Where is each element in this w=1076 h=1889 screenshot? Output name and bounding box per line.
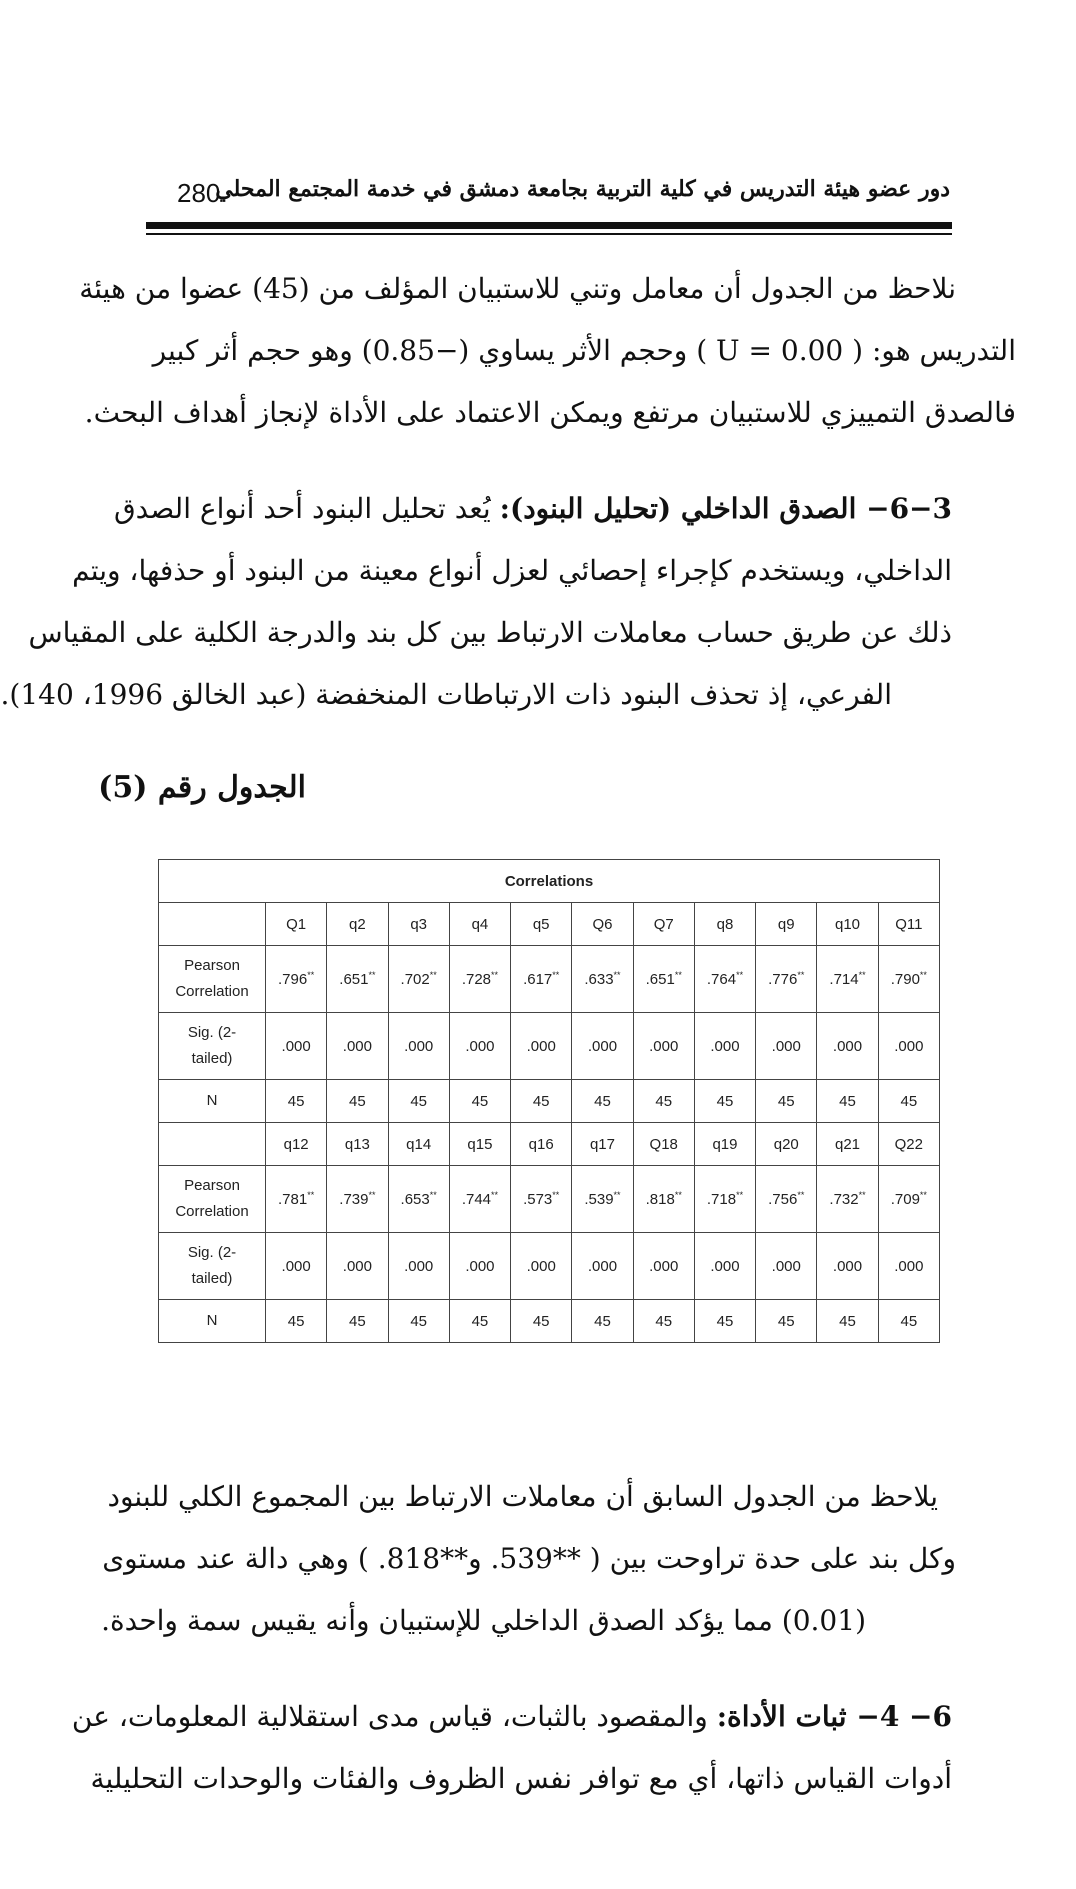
n-value-cell: 45: [266, 1080, 327, 1123]
sig-value-cell: .000: [511, 1013, 572, 1080]
correlations-table: [158, 859, 940, 1343]
significance-stars: **: [307, 1190, 315, 1200]
n-value-cell: 45: [694, 1300, 755, 1343]
item-header-cell: q8: [694, 903, 755, 946]
sig-value-cell: .000: [572, 1013, 633, 1080]
sig-value-cell: .000: [817, 1233, 878, 1300]
item-header-cell: q10: [817, 903, 878, 946]
significance-stars: **: [552, 970, 560, 980]
significance-stars: **: [368, 970, 376, 980]
pearson-value-cell: [327, 1166, 388, 1233]
sig-row: [159, 1013, 940, 1080]
conclusion-line-1: يلاحظ من الجدول السابق أن معاملات الارتباط بين المجموع الكلي للبنود: [107, 1480, 938, 1513]
item-header-cell: q19: [694, 1123, 755, 1166]
item-header-cell: Q6: [572, 903, 633, 946]
section-6-3-line-2: الداخلي، ويستخدم كإجراء إحصائي لعزل أنواع معينة من البنود أو حذفها، ويتم: [72, 554, 952, 587]
n-value-cell: 45: [878, 1300, 939, 1343]
item-header-cell: q13: [327, 1123, 388, 1166]
significance-stars: **: [797, 970, 805, 980]
intro-paragraph: [79, 258, 1016, 444]
n-value-cell: 45: [266, 1300, 327, 1343]
sig-value-cell: .000: [388, 1013, 449, 1080]
pearson-value: .653: [400, 1191, 430, 1208]
pearson-value-cell: [449, 1166, 510, 1233]
n-label: N: [159, 1300, 266, 1343]
pearson-value-cell: [694, 946, 755, 1013]
sig-value-cell: .000: [756, 1233, 817, 1300]
sig-label-line-1: Sig. (2-: [187, 1024, 237, 1041]
section-6-3-line-4: الفرعي، إذ تحذف البنود ذات الارتباطات المنخفضة (عبد الخالق 1996، 140).: [0, 678, 892, 711]
pearson-value: .573: [523, 1191, 553, 1208]
pearson-value-cell: [388, 1166, 449, 1233]
item-header-cell: q17: [572, 1123, 633, 1166]
item-header-cell: Q22: [878, 1123, 939, 1166]
significance-stars: **: [919, 970, 927, 980]
sig-label: [159, 1233, 266, 1300]
pearson-label: [159, 946, 266, 1013]
item-header-cell: q21: [817, 1123, 878, 1166]
sig-value-cell: .000: [633, 1233, 694, 1300]
pearson-value: .617: [523, 971, 553, 988]
section-6-3-heading: 6−3− الصدق الداخلي (تحليل البنود):: [499, 492, 952, 525]
sig-value-cell: .000: [756, 1013, 817, 1080]
item-header-cell: q14: [388, 1123, 449, 1166]
sig-value-cell: .000: [694, 1013, 755, 1080]
n-value-cell: 45: [388, 1300, 449, 1343]
item-header-cell: q4: [449, 903, 510, 946]
running-title: دور عضو هيئة التدريس في كلية التربية بجامعة دمشق في خدمة المجتمع المحلي: [215, 176, 950, 202]
significance-stars: **: [674, 970, 682, 980]
intro-line-2: التدريس هو: ( U = 0.00 ) وحجم الأثر يساوي (−0.85) وهو حجم أثر كبير: [152, 334, 1016, 367]
pearson-label-line-1: Pearson: [184, 957, 240, 974]
significance-stars: **: [919, 1190, 927, 1200]
pearson-value-cell: [572, 946, 633, 1013]
sig-row: [159, 1233, 940, 1300]
intro-line-1: نلاحظ من الجدول أن معامل وتني للاستبيان المؤلف من (45) عضوا من هيئة: [79, 272, 956, 305]
significance-stars: **: [858, 970, 866, 980]
pearson-value: .709: [890, 1191, 920, 1208]
n-value-cell: 45: [878, 1080, 939, 1123]
sig-value-cell: .000: [266, 1013, 327, 1080]
item-header-cell: q9: [756, 903, 817, 946]
significance-stars: **: [674, 1190, 682, 1200]
conclusion-line-2: وكل بند على حدة تراوحت بين ( **539. و**818. ) وهي دالة عند مستوى: [102, 1542, 956, 1575]
pearson-value: .702: [400, 971, 430, 988]
significance-stars: **: [736, 970, 744, 980]
n-value-cell: 45: [633, 1080, 694, 1123]
n-row: [159, 1300, 940, 1343]
n-value-cell: 45: [388, 1080, 449, 1123]
sig-value-cell: .000: [572, 1233, 633, 1300]
conclusion-paragraph: [101, 1466, 956, 1652]
pearson-value: .818: [645, 1191, 675, 1208]
n-value-cell: 45: [327, 1300, 388, 1343]
significance-stars: **: [429, 1190, 437, 1200]
n-value-cell: 45: [511, 1080, 572, 1123]
item-header-cell: Q11: [878, 903, 939, 946]
n-value-cell: 45: [449, 1300, 510, 1343]
sig-value-cell: .000: [878, 1233, 939, 1300]
item-header-cell: q5: [511, 903, 572, 946]
pearson-label-line-2: Correlation: [175, 983, 249, 1000]
n-value-cell: 45: [511, 1300, 572, 1343]
n-value-cell: 45: [756, 1300, 817, 1343]
significance-stars: **: [491, 1190, 499, 1200]
pearson-value: .651: [645, 971, 675, 988]
sig-value-cell: .000: [694, 1233, 755, 1300]
empty-header-cell: [159, 1123, 266, 1166]
sig-label-line-2: tailed): [191, 1270, 233, 1287]
item-header-cell: Q1: [266, 903, 327, 946]
pearson-value: .718: [706, 1191, 737, 1208]
n-row: [159, 1080, 940, 1123]
pearson-value-cell: [511, 946, 572, 1013]
pearson-value-cell: [756, 1166, 817, 1233]
pearson-value-cell: [266, 946, 327, 1013]
pearson-value-cell: [756, 946, 817, 1013]
section-6-3-line-1: [1, 478, 952, 540]
pearson-value: .790: [890, 971, 920, 988]
pearson-value-cell: [266, 1166, 327, 1233]
page-header: [142, 174, 952, 214]
sig-label-line-2: tailed): [191, 1050, 233, 1067]
sig-label: [159, 1013, 266, 1080]
pearson-row: [159, 946, 940, 1013]
pearson-value: .728: [461, 971, 492, 988]
n-value-cell: 45: [633, 1300, 694, 1343]
pearson-value: .744: [461, 1191, 492, 1208]
pearson-value-cell: [449, 946, 510, 1013]
section-6-4-line-1-text: والمقصود بالثبات، قياس مدى استقلالية المعلومات، عن: [71, 1700, 708, 1733]
item-header-cell: q3: [388, 903, 449, 946]
n-value-cell: 45: [327, 1080, 388, 1123]
pearson-value: .633: [584, 971, 614, 988]
header-rule-thick: [146, 222, 952, 229]
table-header-row: [159, 1123, 940, 1166]
section-6-3-paragraph: [1, 478, 952, 726]
pearson-value-cell: [633, 1166, 694, 1233]
pearson-value-cell: [633, 946, 694, 1013]
table-caption: الجدول رقم (5): [98, 770, 306, 805]
sig-value-cell: .000: [817, 1013, 878, 1080]
pearson-label-line-2: Correlation: [175, 1203, 249, 1220]
sig-value-cell: .000: [449, 1233, 510, 1300]
significance-stars: **: [858, 1190, 866, 1200]
item-header-cell: q12: [266, 1123, 327, 1166]
pearson-label: [159, 1166, 266, 1233]
pearson-value-cell: [694, 1166, 755, 1233]
sig-value-cell: .000: [511, 1233, 572, 1300]
pearson-value-cell: [388, 946, 449, 1013]
n-value-cell: 45: [572, 1080, 633, 1123]
pearson-row: [159, 1166, 940, 1233]
sig-value-cell: .000: [878, 1013, 939, 1080]
item-header-cell: q15: [449, 1123, 510, 1166]
n-value-cell: 45: [694, 1080, 755, 1123]
n-label: N: [159, 1080, 266, 1123]
conclusion-line-3: (0.01) مما يؤكد الصدق الداخلي للإستبيان وأنه يقيس سمة واحدة.: [101, 1604, 866, 1637]
pearson-value-cell: [572, 1166, 633, 1233]
pearson-value-cell: [878, 946, 939, 1013]
n-value-cell: 45: [572, 1300, 633, 1343]
section-6-4-heading: 6− 4− ثبات الأداة:: [716, 1700, 952, 1733]
item-header-cell: Q18: [633, 1123, 694, 1166]
pearson-value: .714: [829, 971, 859, 988]
pearson-value: .776: [768, 971, 798, 988]
significance-stars: **: [368, 1190, 376, 1200]
table-title: Correlations: [159, 860, 940, 903]
significance-stars: **: [736, 1190, 744, 1200]
section-6-4-line-1: [72, 1686, 952, 1748]
item-header-cell: q2: [327, 903, 388, 946]
pearson-value: .764: [706, 971, 737, 988]
header-rule-thin: [146, 233, 952, 235]
n-value-cell: 45: [449, 1080, 510, 1123]
significance-stars: **: [613, 970, 621, 980]
page-number: 280: [177, 178, 221, 208]
pearson-value: .781: [278, 1191, 308, 1208]
n-value-cell: 45: [817, 1080, 878, 1123]
significance-stars: **: [429, 970, 437, 980]
significance-stars: **: [491, 970, 499, 980]
n-value-cell: 45: [817, 1300, 878, 1343]
section-6-4-paragraph: [72, 1686, 952, 1810]
significance-stars: **: [552, 1190, 560, 1200]
pearson-value: .732: [829, 1191, 859, 1208]
significance-stars: **: [613, 1190, 621, 1200]
significance-stars: **: [797, 1190, 805, 1200]
empty-header-cell: [159, 903, 266, 946]
pearson-label-line-1: Pearson: [184, 1177, 240, 1194]
pearson-value-cell: [817, 1166, 878, 1233]
pearson-value-cell: [327, 946, 388, 1013]
sig-value-cell: .000: [633, 1013, 694, 1080]
pearson-value: .651: [339, 971, 369, 988]
sig-value-cell: .000: [449, 1013, 510, 1080]
sig-value-cell: .000: [388, 1233, 449, 1300]
significance-stars: **: [307, 970, 315, 980]
pearson-value: .539: [584, 1191, 614, 1208]
section-6-3-line-1-text: يُعد تحليل البنود أحد أنواع الصدق: [113, 492, 491, 525]
pearson-value: .796: [278, 971, 308, 988]
sig-label-line-1: Sig. (2-: [187, 1244, 237, 1261]
item-header-cell: q16: [511, 1123, 572, 1166]
pearson-value-cell: [878, 1166, 939, 1233]
table-header-row: [159, 903, 940, 946]
pearson-value: .739: [339, 1191, 369, 1208]
intro-line-3: فالصدق التمييزي للاستبيان مرتفع ويمكن الاعتماد على الأداة لإنجاز أهداف البحث.: [84, 396, 1016, 429]
item-header-cell: Q7: [633, 903, 694, 946]
section-6-3-line-3: ذلك عن طريق حساب معاملات الارتباط بين كل بند والدرجة الكلية على المقياس: [28, 616, 952, 649]
item-header-cell: q20: [756, 1123, 817, 1166]
section-6-4-line-2: أدوات القياس ذاتها، أي مع توافر نفس الظروف والفئات والوحدات التحليلية: [90, 1762, 952, 1795]
sig-value-cell: .000: [266, 1233, 327, 1300]
n-value-cell: 45: [756, 1080, 817, 1123]
sig-value-cell: .000: [327, 1013, 388, 1080]
pearson-value-cell: [511, 1166, 572, 1233]
pearson-value: .756: [768, 1191, 798, 1208]
sig-value-cell: .000: [327, 1233, 388, 1300]
pearson-value-cell: [817, 946, 878, 1013]
